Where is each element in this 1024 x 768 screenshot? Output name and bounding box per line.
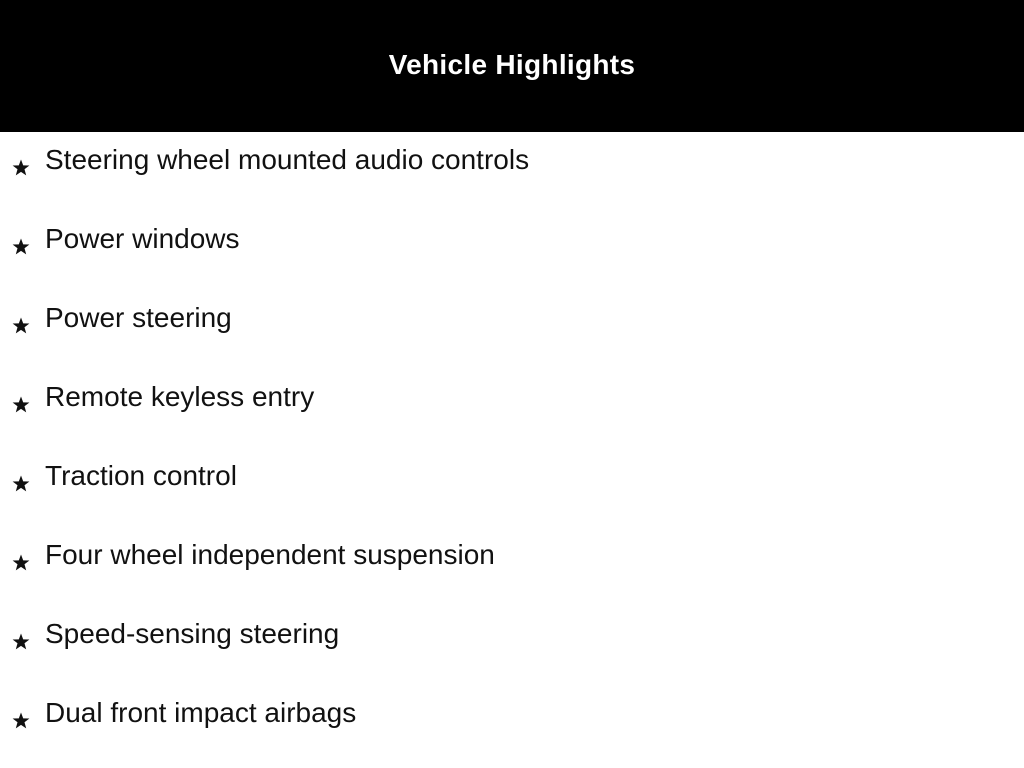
list-item [0, 527, 1024, 606]
star-icon [11, 474, 31, 494]
list-item [0, 685, 1024, 764]
list-item [0, 211, 1024, 290]
star-icon [11, 553, 31, 573]
feature-label: Power steering [45, 302, 232, 333]
list-item [0, 132, 1024, 211]
star-icon [11, 158, 31, 178]
header-banner [0, 0, 1024, 132]
list-item [0, 369, 1024, 448]
feature-label: Traction control [45, 460, 237, 491]
feature-label: Four wheel independent suspension [45, 539, 495, 570]
list-item [0, 448, 1024, 527]
feature-label: Speed-sensing steering [45, 618, 340, 649]
feature-label: Dual front impact airbags [45, 697, 357, 728]
feature-label: Remote keyless entry [45, 381, 315, 412]
list-item [0, 606, 1024, 685]
feature-label: Power windows [45, 223, 240, 254]
star-icon [11, 395, 31, 415]
star-icon [11, 632, 31, 652]
vehicle-highlights-list [0, 132, 1024, 764]
page-title: Vehicle Highlights [388, 49, 636, 80]
list-item [0, 290, 1024, 369]
star-icon [11, 711, 31, 731]
star-icon [11, 316, 31, 336]
star-icon [11, 237, 31, 257]
feature-label: Steering wheel mounted audio controls [45, 144, 530, 175]
